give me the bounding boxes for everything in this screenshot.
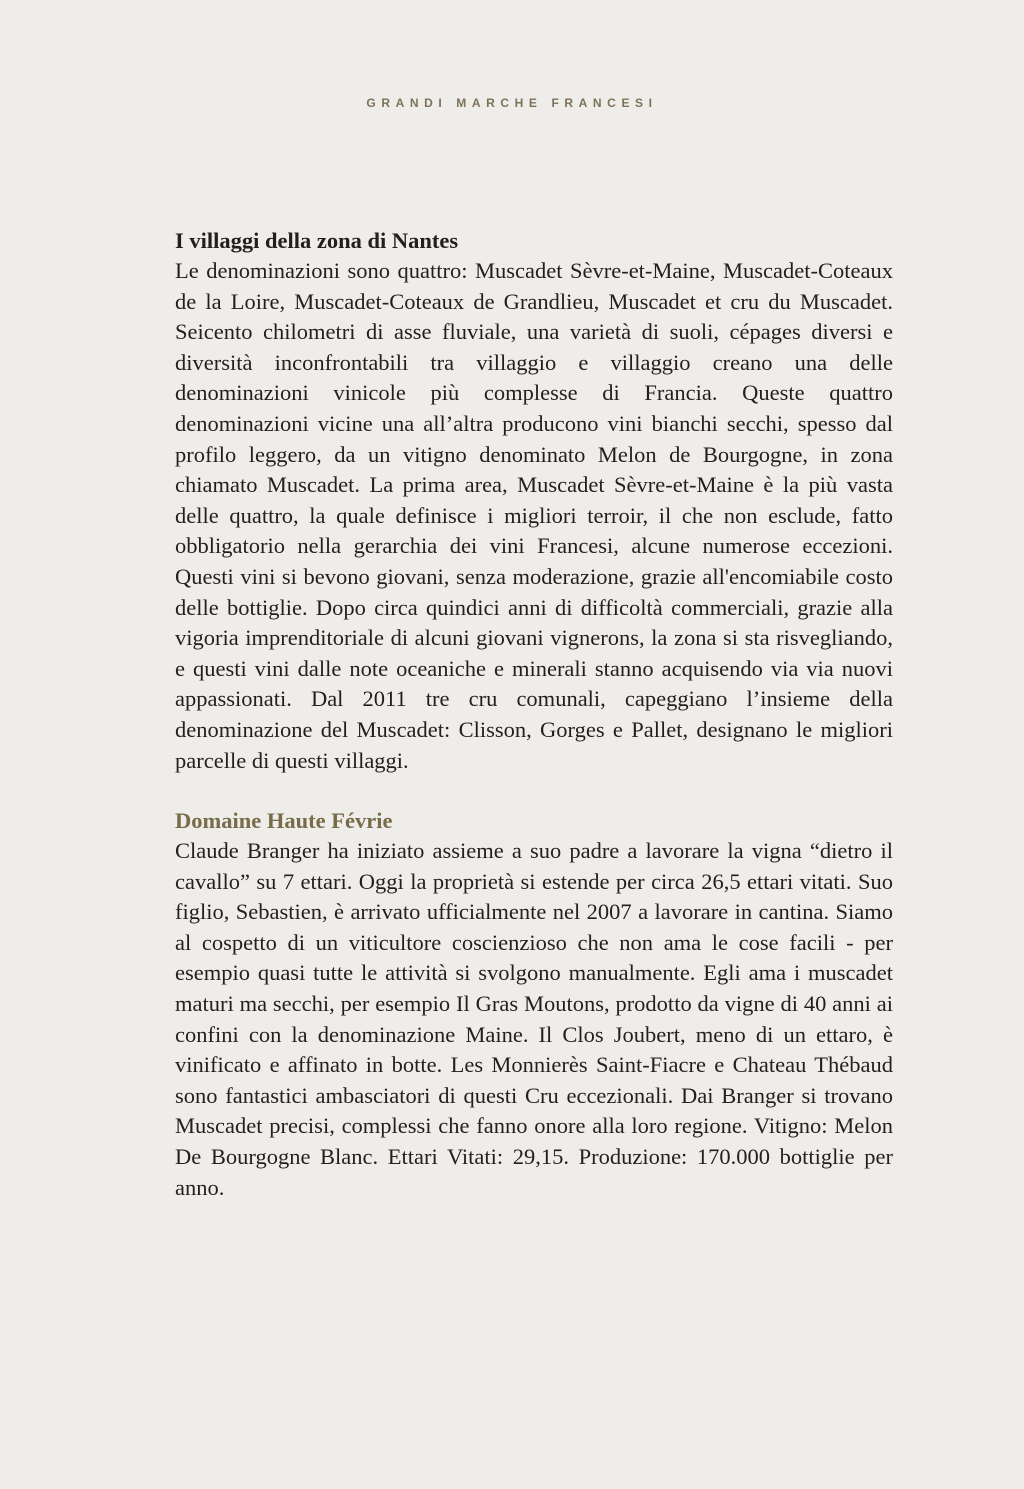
- running-header: GRANDI MARCHE FRANCESI: [366, 96, 658, 110]
- section-body: Le denominazioni sono quattro: Muscadet Sèvre-et-Maine, Muscadet-Coteaux de la Loire, Muscadet-Coteaux de Grandlieu, Muscadet et cru du Muscadet. Seicento chilometri di asse fluviale, una varietà di suoli, cépages diversi e diversità inconfrontabili tra villaggio e villaggio creano una delle denominazioni vinicole più complesse di Francia. Queste quattro denominazioni vicine una all’altra producono vini bianchi secchi, spesso dal profilo leggero, da un vitigno denominato Melon de Bourgogne, in zona chiamato Muscadet. La prima area, Muscadet Sèvre-et-Maine è la più vasta delle quattro, la quale definisce i migliori terroir, il che non esclude, fatto obbligatorio nella gerarchia dei vini Francesi, alcune numerose eccezioni. Questi vini si bevono giovani, senza moderazione, grazie all'encomiabile costo delle bottiglie. Dopo circa quindici anni di difficoltà commerciali, grazie alla vigoria imprenditoriale di alcuni giovani vignerons, la zona si sta risvegliando, e questi vini dalle note oceaniche e minerali stanno acquisendo via via nuovi appassionati. Dal 2011 tre cru comunali, capeggiano l’insieme della denominazione del Muscadet: Clisson, Gorges e Pallet, designano le migliori parcelle di questi villaggi.: [175, 258, 893, 773]
- section-domaine-haute-fevrie: [175, 806, 893, 1203]
- section-nantes-villages: [175, 226, 893, 776]
- section-title: Domaine Haute Févrie: [175, 808, 393, 834]
- section-body: Claude Branger ha iniziato assieme a suo padre a lavorare la vigna “dietro il cavallo” su 7 ettari. Oggi la proprietà si estende per circa 26,5 ettari vitati. Suo figlio, Sebastien, è arrivato ufficialmente nel 2007 a lavorare in cantina. Siamo al cospetto di un viticultore coscienzioso che non ama le cose facili - per esempio quasi tutte le attività si svolgono manualmente. Egli ama i muscadet maturi ma secchi, per esempio Il Gras Moutons, prodotto da vigne di 40 anni ai confini con la denominazione Maine. Il Clos Joubert, meno di un ettaro, è vinificato e affinato in botte. Les Monnierès Saint-Fiacre e Chateau Thébaud sono fantastici ambasciatori di questi Cru eccezionali. Dai Branger si trovano Muscadet precisi, complessi che fanno onore alla loro regione. Vitigno: Melon De Bourgogne Blanc. Ettari Vitati: 29,15. Produzione: 170.000 bottiglie per anno.: [175, 838, 893, 1200]
- section-title: I villaggi della zona di Nantes: [175, 228, 459, 253]
- page-content: [175, 226, 893, 1203]
